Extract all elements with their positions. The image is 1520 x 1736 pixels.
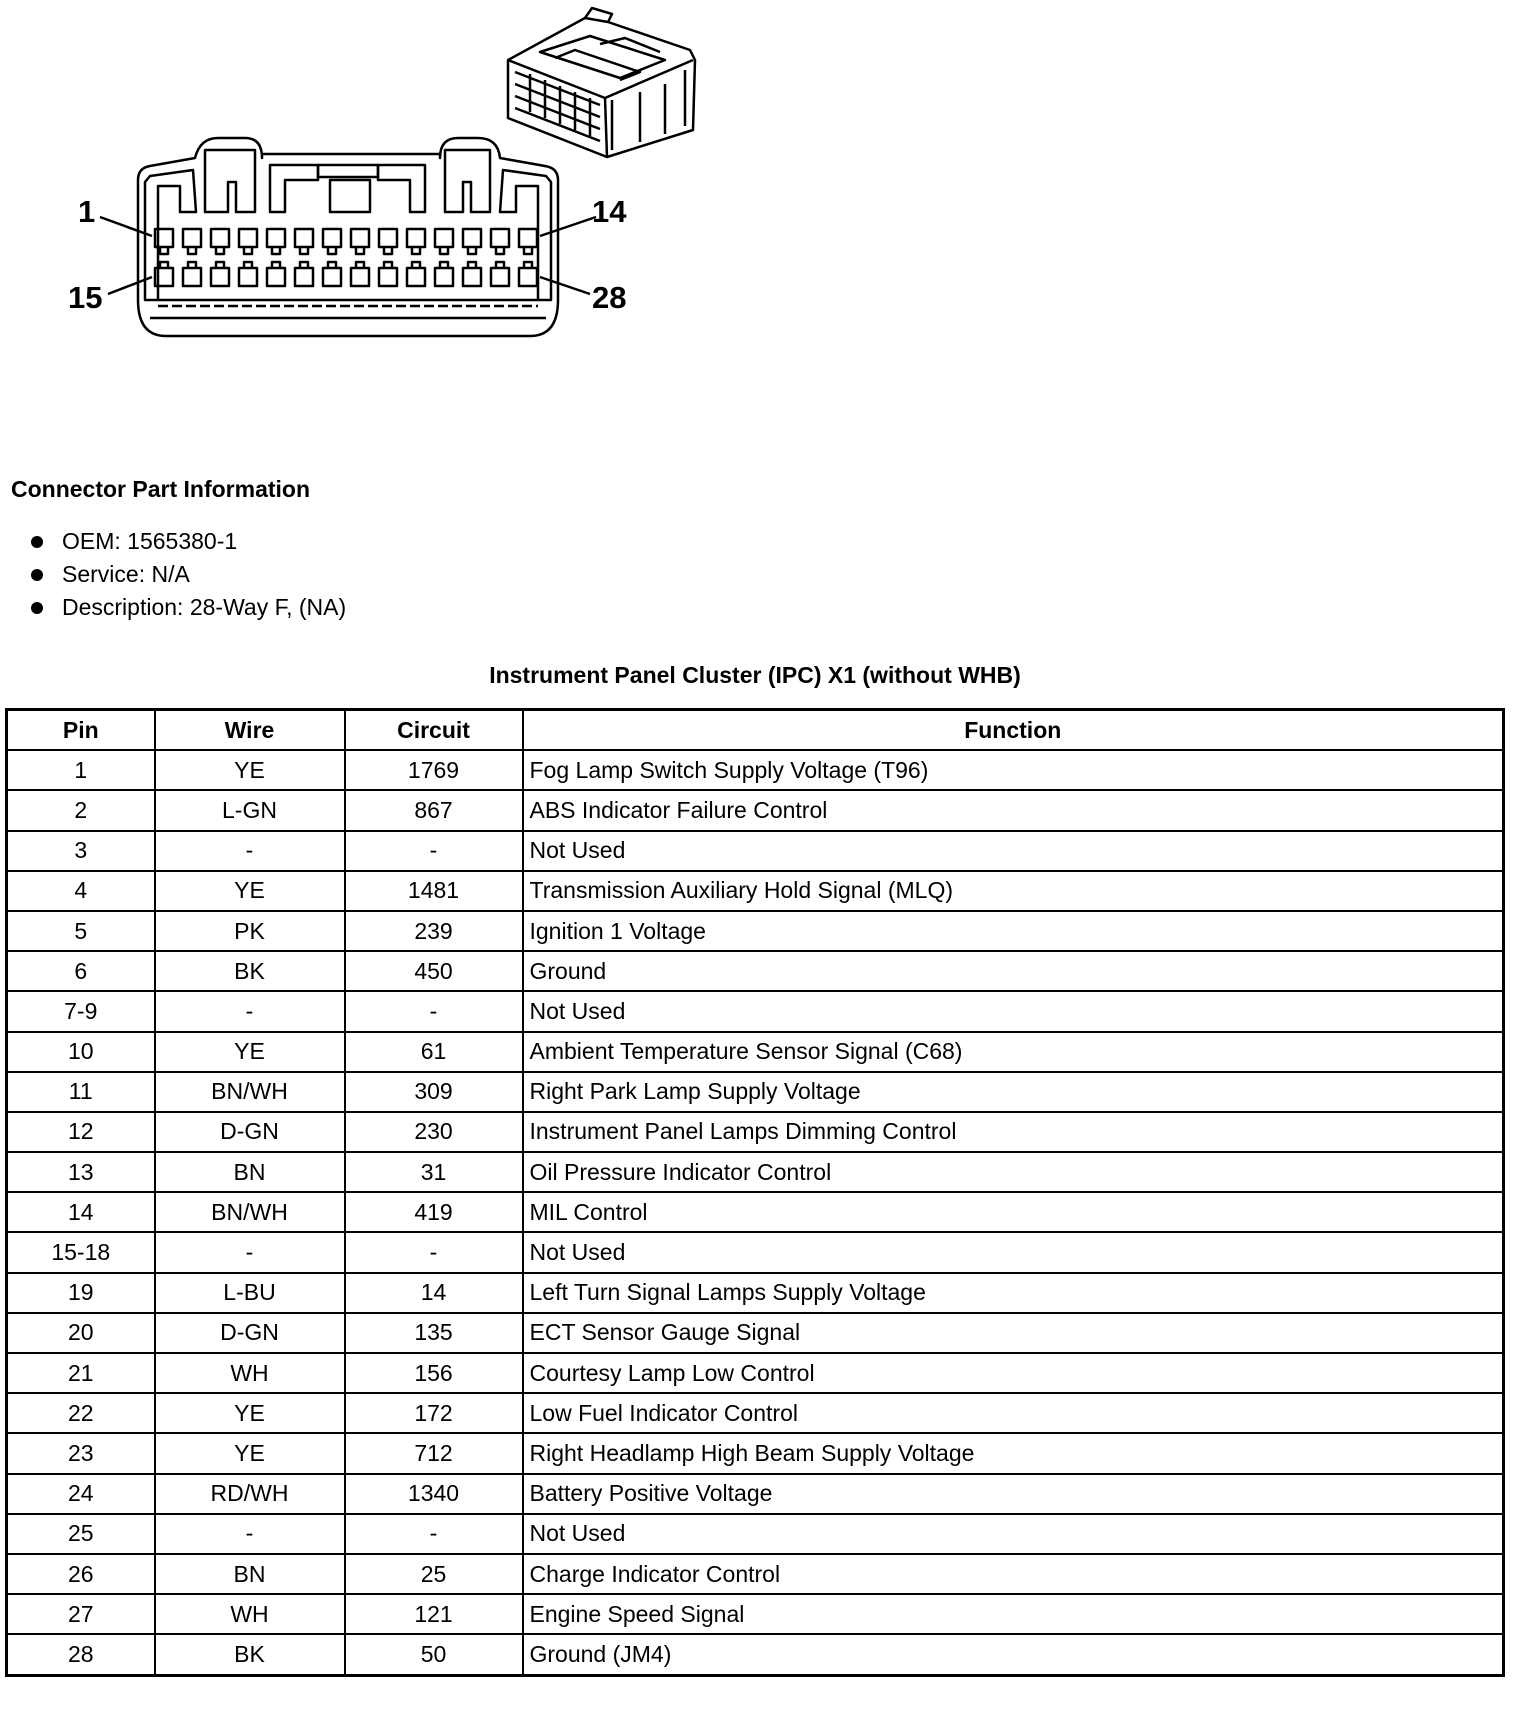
table-row bbox=[7, 1393, 1504, 1433]
wire-cell: YE bbox=[155, 750, 345, 790]
pin-cell: 28 bbox=[7, 1634, 155, 1675]
pin-cell: 13 bbox=[7, 1152, 155, 1192]
pin-cell: 2 bbox=[7, 790, 155, 830]
callout-pin-15: 15 bbox=[68, 280, 103, 315]
wire-cell: PK bbox=[155, 911, 345, 951]
circuit-cell: 230 bbox=[345, 1112, 523, 1152]
callout-pin-14: 14 bbox=[592, 194, 627, 229]
function-cell: Ground (JM4) bbox=[523, 1634, 1504, 1675]
pin-cell: 6 bbox=[7, 951, 155, 991]
circuit-cell: 1340 bbox=[345, 1474, 523, 1514]
connector-front-view bbox=[100, 138, 596, 336]
pin-cell: 7-9 bbox=[7, 991, 155, 1031]
pinout-table bbox=[5, 708, 1505, 1677]
function-cell: Right Headlamp High Beam Supply Voltage bbox=[523, 1433, 1504, 1473]
header-wire: Wire bbox=[155, 710, 345, 751]
table-title: Instrument Panel Cluster (IPC) X1 (without WHB) bbox=[489, 662, 1021, 688]
wire-cell: L-GN bbox=[155, 790, 345, 830]
circuit-cell: 450 bbox=[345, 951, 523, 991]
pin-row-1-14 bbox=[155, 229, 537, 254]
circuit-cell: 1481 bbox=[345, 871, 523, 911]
wire-cell: YE bbox=[155, 1393, 345, 1433]
table-row bbox=[7, 1032, 1504, 1072]
function-cell: ECT Sensor Gauge Signal bbox=[523, 1313, 1504, 1353]
pin-cell: 14 bbox=[7, 1192, 155, 1232]
table-row bbox=[7, 750, 1504, 790]
pin-cell: 23 bbox=[7, 1433, 155, 1473]
wire-cell: D-GN bbox=[155, 1112, 345, 1152]
connector-3d-view bbox=[508, 8, 695, 157]
function-cell: Ground bbox=[523, 951, 1504, 991]
circuit-cell: 121 bbox=[345, 1594, 523, 1634]
wire-cell: - bbox=[155, 1514, 345, 1554]
table-row bbox=[7, 1353, 1504, 1393]
oem-number: OEM: 1565380-1 bbox=[62, 528, 238, 554]
circuit-cell: 25 bbox=[345, 1554, 523, 1594]
connector-info-item bbox=[27, 525, 346, 558]
function-cell: Transmission Auxiliary Hold Signal (MLQ) bbox=[523, 871, 1504, 911]
bullet-icon bbox=[31, 602, 43, 614]
connector-info-item bbox=[27, 591, 346, 624]
circuit-cell: 50 bbox=[345, 1634, 523, 1675]
function-cell: Instrument Panel Lamps Dimming Control bbox=[523, 1112, 1504, 1152]
wire-cell: BN bbox=[155, 1554, 345, 1594]
pin-cell: 11 bbox=[7, 1072, 155, 1112]
table-row bbox=[7, 790, 1504, 830]
table-row bbox=[7, 1474, 1504, 1514]
function-cell: Left Turn Signal Lamps Supply Voltage bbox=[523, 1273, 1504, 1313]
function-cell: Low Fuel Indicator Control bbox=[523, 1393, 1504, 1433]
circuit-cell: 135 bbox=[345, 1313, 523, 1353]
wire-cell: BK bbox=[155, 1634, 345, 1675]
table-row bbox=[7, 1232, 1504, 1272]
table-row bbox=[7, 1594, 1504, 1634]
bullet-icon bbox=[31, 536, 43, 548]
table-header-row bbox=[7, 710, 1504, 751]
circuit-cell: 239 bbox=[345, 911, 523, 951]
function-cell: Ignition 1 Voltage bbox=[523, 911, 1504, 951]
wire-cell: - bbox=[155, 831, 345, 871]
circuit-cell: 172 bbox=[345, 1393, 523, 1433]
function-cell: Fog Lamp Switch Supply Voltage (T96) bbox=[523, 750, 1504, 790]
pin-cell: 3 bbox=[7, 831, 155, 871]
connector-info-heading: Connector Part Information bbox=[11, 476, 311, 502]
connector-description: Description: 28-Way F, (NA) bbox=[62, 594, 347, 620]
service-number: Service: N/A bbox=[62, 561, 190, 587]
table-row bbox=[7, 1273, 1504, 1313]
wire-cell: - bbox=[155, 991, 345, 1031]
pin-cell: 1 bbox=[7, 750, 155, 790]
function-cell: MIL Control bbox=[523, 1192, 1504, 1232]
wire-cell: L-BU bbox=[155, 1273, 345, 1313]
circuit-cell: - bbox=[345, 1232, 523, 1272]
connector-info-list bbox=[27, 525, 346, 624]
connector-info-item bbox=[27, 558, 346, 591]
circuit-cell: - bbox=[345, 991, 523, 1031]
function-cell: Engine Speed Signal bbox=[523, 1594, 1504, 1634]
circuit-cell: - bbox=[345, 1514, 523, 1554]
header-pin: Pin bbox=[7, 710, 155, 751]
table-row bbox=[7, 1192, 1504, 1232]
table-row bbox=[7, 831, 1504, 871]
circuit-cell: 309 bbox=[345, 1072, 523, 1112]
wire-cell: WH bbox=[155, 1594, 345, 1634]
pin-cell: 26 bbox=[7, 1554, 155, 1594]
function-cell: Courtesy Lamp Low Control bbox=[523, 1353, 1504, 1393]
pin-cell: 12 bbox=[7, 1112, 155, 1152]
table-row bbox=[7, 1152, 1504, 1192]
wire-cell: RD/WH bbox=[155, 1474, 345, 1514]
circuit-cell: 156 bbox=[345, 1353, 523, 1393]
circuit-cell: 1769 bbox=[345, 750, 523, 790]
function-cell: Oil Pressure Indicator Control bbox=[523, 1152, 1504, 1192]
table-row bbox=[7, 1634, 1504, 1675]
wire-cell: YE bbox=[155, 1032, 345, 1072]
function-cell: Not Used bbox=[523, 1514, 1504, 1554]
table-row bbox=[7, 1554, 1504, 1594]
function-cell: Ambient Temperature Sensor Signal (C68) bbox=[523, 1032, 1504, 1072]
circuit-cell: 867 bbox=[345, 790, 523, 830]
function-cell: ABS Indicator Failure Control bbox=[523, 790, 1504, 830]
pin-cell: 10 bbox=[7, 1032, 155, 1072]
callout-pin-28: 28 bbox=[592, 280, 627, 315]
leader-line-pin-28 bbox=[540, 277, 590, 294]
function-cell: Not Used bbox=[523, 1232, 1504, 1272]
pin-cell: 22 bbox=[7, 1393, 155, 1433]
function-cell: Charge Indicator Control bbox=[523, 1554, 1504, 1594]
connector-diagram bbox=[0, 0, 720, 360]
callout-pin-1: 1 bbox=[78, 194, 96, 229]
pin-cell: 15-18 bbox=[7, 1232, 155, 1272]
pinout-table-body bbox=[7, 750, 1504, 1675]
table-row bbox=[7, 1072, 1504, 1112]
table-row bbox=[7, 911, 1504, 951]
wire-cell: BK bbox=[155, 951, 345, 991]
table-row bbox=[7, 1112, 1504, 1152]
pin-cell: 25 bbox=[7, 1514, 155, 1554]
header-function: Function bbox=[523, 710, 1504, 751]
circuit-cell: 712 bbox=[345, 1433, 523, 1473]
table-row bbox=[7, 1433, 1504, 1473]
wire-cell: - bbox=[155, 1232, 345, 1272]
circuit-cell: 61 bbox=[345, 1032, 523, 1072]
pin-cell: 5 bbox=[7, 911, 155, 951]
pin-cell: 24 bbox=[7, 1474, 155, 1514]
function-cell: Not Used bbox=[523, 991, 1504, 1031]
wire-cell: BN/WH bbox=[155, 1192, 345, 1232]
pin-cell: 20 bbox=[7, 1313, 155, 1353]
leader-line-pin-14 bbox=[540, 217, 596, 236]
wire-cell: YE bbox=[155, 1433, 345, 1473]
pin-row-15-28 bbox=[155, 262, 537, 286]
function-cell: Not Used bbox=[523, 831, 1504, 871]
wire-cell: D-GN bbox=[155, 1313, 345, 1353]
wire-cell: BN/WH bbox=[155, 1072, 345, 1112]
circuit-cell: - bbox=[345, 831, 523, 871]
table-row bbox=[7, 1313, 1504, 1353]
table-row bbox=[7, 991, 1504, 1031]
function-cell: Battery Positive Voltage bbox=[523, 1474, 1504, 1514]
table-row bbox=[7, 1514, 1504, 1554]
header-circuit: Circuit bbox=[345, 710, 523, 751]
function-cell: Right Park Lamp Supply Voltage bbox=[523, 1072, 1504, 1112]
pin-cell: 27 bbox=[7, 1594, 155, 1634]
wire-cell: WH bbox=[155, 1353, 345, 1393]
pin-cell: 19 bbox=[7, 1273, 155, 1313]
circuit-cell: 14 bbox=[345, 1273, 523, 1313]
wire-cell: YE bbox=[155, 871, 345, 911]
bullet-icon bbox=[31, 569, 43, 581]
pin-cell: 21 bbox=[7, 1353, 155, 1393]
pin-cell: 4 bbox=[7, 871, 155, 911]
table-row bbox=[7, 951, 1504, 991]
circuit-cell: 31 bbox=[345, 1152, 523, 1192]
wire-cell: BN bbox=[155, 1152, 345, 1192]
circuit-cell: 419 bbox=[345, 1192, 523, 1232]
table-row bbox=[7, 871, 1504, 911]
